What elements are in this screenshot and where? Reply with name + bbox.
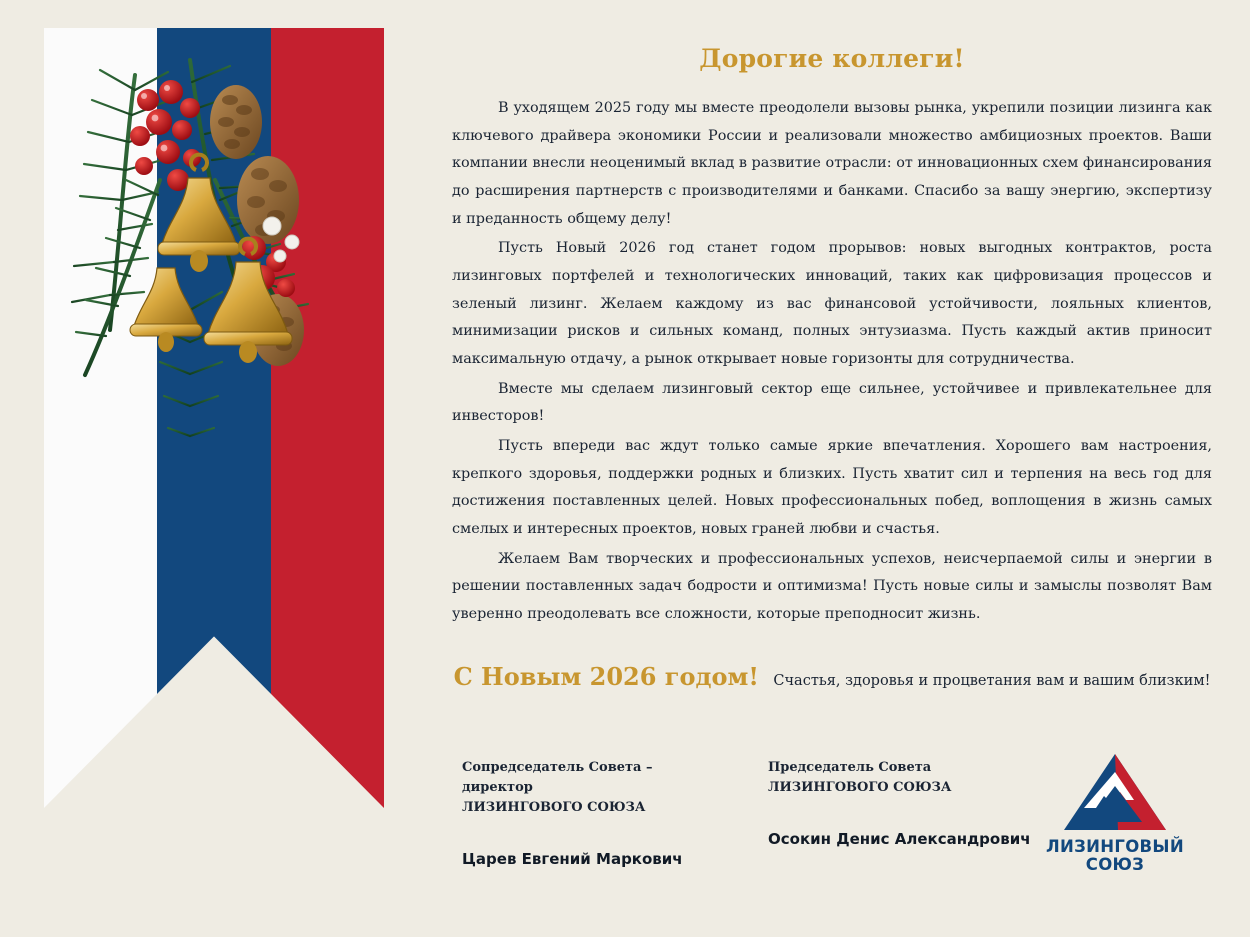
organization-logo [1040, 752, 1190, 875]
signature-name: Осокин Денис Александрович [768, 830, 1031, 849]
signature-role-line1: Сопредседатель Совета – директор [462, 760, 653, 796]
signature-entry [462, 758, 702, 868]
letter-paragraph: Пусть впереди вас ждут только самые яркие впечатления. Хорошего вам настроения, крепкого здоровья, поддержки родных и близких. Пусть хватит сил и терпения на весь год для достижения поставленных целей. Новых профессиональных побед, воплощения в жизнь самых смелых и интересных проектов, новых граней любви и счастья. [452, 437, 1212, 537]
letter-paragraph: Вместе мы сделаем лизинговый сектор еще сильнее, устойчивее и привлекательнее для инвесторов! [452, 380, 1212, 425]
new-year-wish: С Новым 2026 годом! [453, 662, 759, 692]
russian-flag-ribbon [44, 28, 384, 808]
logo-text-line1: ЛИЗИНГОВЫЙ [1046, 837, 1184, 856]
flag-stripe-blue [157, 28, 270, 808]
flag-stripe-white [44, 28, 157, 808]
signature-role-line1: Председатель Совета [768, 760, 932, 775]
signature-role-line2: ЛИЗИНГОВОГО СОЮЗА [768, 780, 952, 796]
letter-paragraph: Желаем Вам творческих и профессиональных успехов, неисчерпаемой силы и энергии в решении поставленных задач бодрости и оптимизма! Пусть новые силы и замыслы позволят Вам уверенно преодолевать все сложности, которые преподносит жизнь. [452, 550, 1212, 622]
new-year-wish-subtitle: Счастья, здоровья и процветания вам и вашим близким! [773, 673, 1211, 690]
greeting-title: Дорогие коллеги! [699, 44, 965, 73]
closing-block [452, 662, 1212, 691]
signature-role-line2: ЛИЗИНГОВОГО СОЮЗА [462, 800, 646, 816]
letter-paragraph: Пусть Новый 2026 год станет годом прорывов: новых выгодных контрактов, роста лизинговых портфелей и технологических инноваций, таких как цифровизация процессов и зеленый лизинг. Желаем каждому из вас финансовой устойчивости, лояльных клиентов, минимизации рисков и сильных команд, полных энтузиазма. Пусть каждый актив приносит максимальную отдачу, а рынок открывает новые горизонты для сотрудничества. [452, 240, 1212, 367]
signature-name: Царев Евгений Маркович [462, 850, 683, 869]
signature-entry [768, 758, 1031, 868]
logo-text-line2: СОЮЗ [1085, 855, 1145, 875]
leasing-union-logo-icon [1062, 752, 1168, 832]
letter-paragraph: В уходящем 2025 году мы вместе преодолели вызовы рынка, укрепили позиции лизинга как ключевого драйвера экономики России и реализовали множество амбициозных проектов. Ваши компании внесли неоценимый вклад в развитие отрасли: от инновационных схем финансирования до расширения партнерств с производителями и банками. Спасибо за вашу энергию, экспертизу и преданность общему делу! [452, 100, 1212, 227]
flag-ribbon-decoration [44, 28, 384, 808]
flag-stripe-red [271, 28, 384, 808]
greeting-letter [452, 44, 1212, 691]
signature-block [462, 758, 1031, 869]
